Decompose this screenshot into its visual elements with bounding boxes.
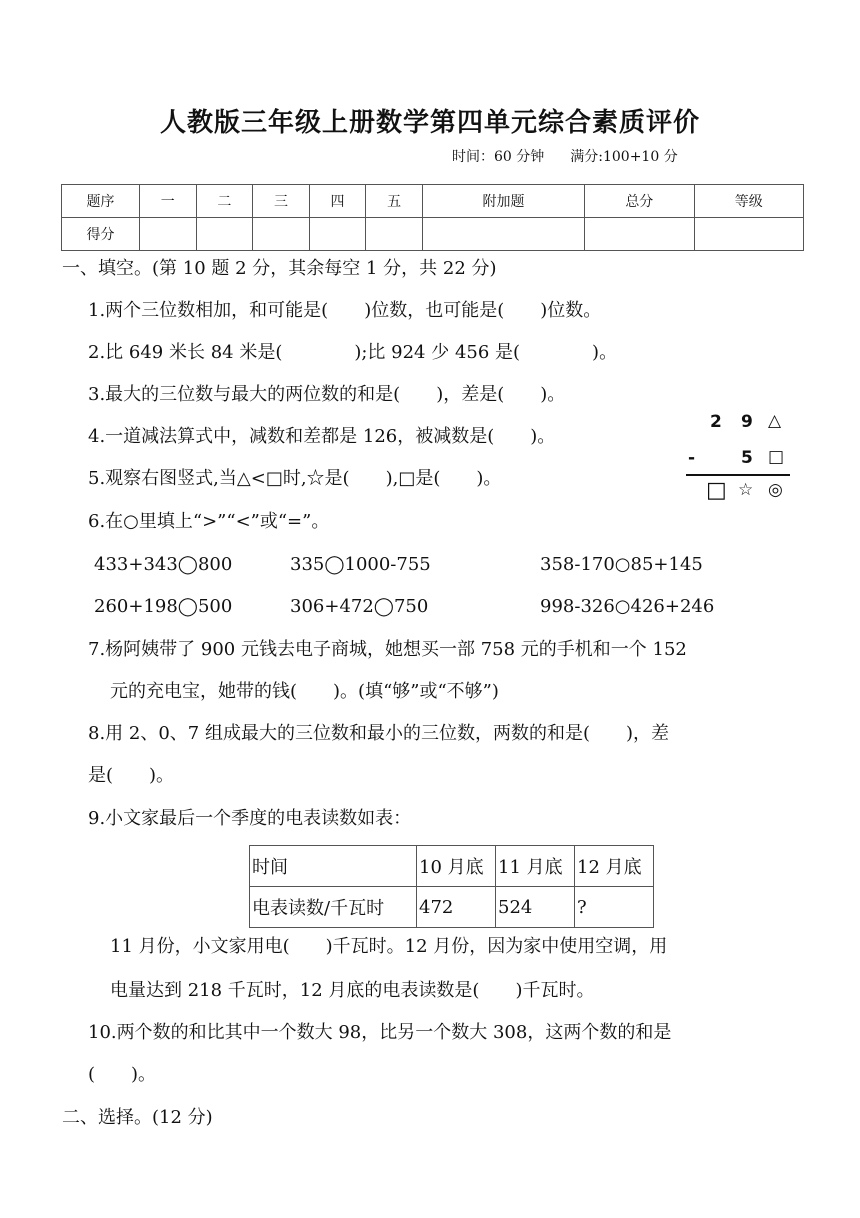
question-8-line-1: 8.用 2、0、7 组成最大的三位数和最小的三位数，两数的和是( )，差 (88, 723, 670, 744)
question-9: 9.小文家最后一个季度的电表读数如表： (88, 808, 412, 829)
score-table-header-row (62, 185, 804, 218)
question-5: 5.观察右图竖式,当△<□时,☆是( ),□是( )。 (88, 468, 502, 489)
square-symbol: □ (768, 447, 785, 467)
score-header-cell: 一 (140, 185, 197, 218)
vertical-divider (686, 474, 790, 476)
meter-cell: 472 (417, 887, 496, 928)
section-heading-2: 二、选择。(12 分) (62, 1107, 213, 1128)
time-limit: 时间：60 分钟 (452, 149, 545, 165)
minus-sign: - (688, 448, 696, 468)
double-circle-symbol: ◎ (768, 480, 783, 500)
score-cell[interactable] (140, 218, 197, 251)
question-3: 3.最大的三位数与最大的两位数的和是( )，差是( )。 (88, 384, 566, 405)
vertical-digit: 9 (741, 412, 753, 432)
meter-header-cell: 12 月底 (575, 846, 654, 887)
compare-item: 306+472◯750 (290, 596, 429, 617)
meter-cell: 电表读数/千瓦时 (250, 887, 417, 928)
meter-cell: ? (575, 887, 654, 928)
star-symbol: ☆ (738, 480, 754, 500)
full-score: 满分:100+10 分 (570, 149, 678, 165)
compare-item: 433+343◯800 (94, 554, 233, 575)
score-cell[interactable] (366, 218, 423, 251)
question-9-line-1: 11 月份，小文家用电( )千瓦时。12 月份，因为家中使用空调，用 (110, 936, 668, 957)
question-7-line-1: 7.杨阿姨带了 900 元钱去电子商城，她想买一部 758 元的手机和一个 152 (88, 639, 687, 660)
meter-cell: 524 (496, 887, 575, 928)
score-cell[interactable] (309, 218, 366, 251)
score-table-row (62, 218, 804, 251)
question-10-line-2: ( )。 (88, 1064, 157, 1085)
triangle-symbol: △ (768, 411, 782, 431)
exam-meta (452, 146, 678, 166)
question-2: 2.比 649 米长 84 米是( );比 924 少 456 是( )。 (88, 342, 618, 363)
meter-header-cell: 时间 (250, 846, 417, 887)
score-cell[interactable] (694, 218, 803, 251)
score-cell[interactable] (253, 218, 310, 251)
score-table (61, 184, 804, 251)
compare-item: 260+198◯500 (94, 596, 233, 617)
question-6: 6.在○里填上“>”“<”或“=”。 (88, 511, 330, 532)
question-9-line-2: 电量达到 218 千瓦时，12 月底的电表读数是( )千瓦时。 (110, 980, 595, 1001)
meter-table-row (250, 887, 654, 928)
score-row-label: 得分 (62, 218, 140, 251)
meter-table (249, 845, 654, 928)
score-header-cell: 总分 (585, 185, 694, 218)
compare-item: 335◯1000-755 (290, 554, 431, 575)
vertical-digit: 5 (741, 448, 753, 468)
score-header-cell: 等级 (694, 185, 803, 218)
score-header-cell: 四 (309, 185, 366, 218)
meter-table-header-row (250, 846, 654, 887)
score-header-cell: 二 (196, 185, 253, 218)
compare-item: 358-170○85+145 (540, 554, 703, 575)
vertical-subtraction (686, 412, 792, 504)
square-symbol: □ (706, 478, 727, 503)
score-header-cell: 题序 (62, 185, 140, 218)
question-10-line-1: 10.两个数的和比其中一个数大 98，比另一个数大 308，这两个数的和是 (88, 1022, 672, 1043)
score-header-cell: 五 (366, 185, 423, 218)
meter-header-cell: 10 月底 (417, 846, 496, 887)
page-title: 人教版三年级上册数学第四单元综合素质评价 (159, 108, 700, 138)
score-header-cell: 三 (253, 185, 310, 218)
question-8-line-2: 是( )。 (88, 765, 175, 786)
question-4: 4.一道减法算式中，减数和差都是 126，被减数是( )。 (88, 426, 556, 447)
section-heading-1: 一、填空。(第 10 题 2 分，其余每空 1 分，共 22 分) (62, 258, 497, 279)
vertical-digit: 2 (710, 412, 722, 432)
score-header-cell: 附加题 (422, 185, 584, 218)
score-cell[interactable] (196, 218, 253, 251)
question-1: 1.两个三位数相加，和可能是( )位数，也可能是( )位数。 (88, 300, 602, 321)
score-cell[interactable] (422, 218, 584, 251)
meter-header-cell: 11 月底 (496, 846, 575, 887)
question-7-line-2: 元的充电宝，她带的钱( )。(填“够”或“不够”) (110, 681, 499, 702)
score-cell[interactable] (585, 218, 694, 251)
compare-item: 998-326○426+246 (540, 596, 715, 617)
